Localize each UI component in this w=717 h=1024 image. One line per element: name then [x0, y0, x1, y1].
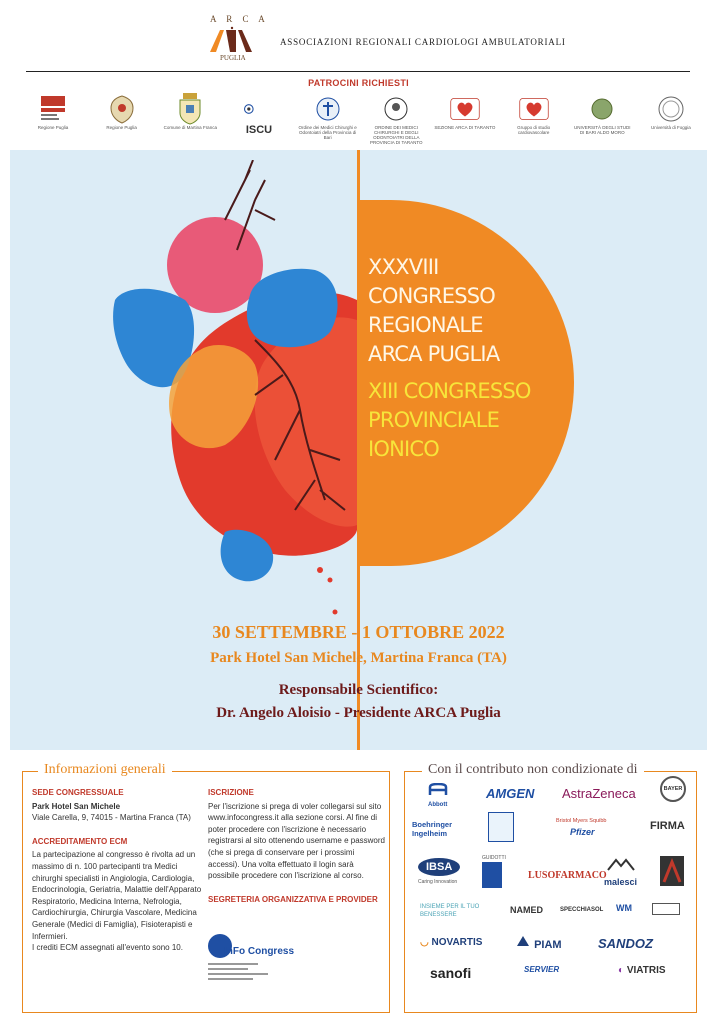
patron-logo: UNIVERSITÀ DEGLI STUDI DI BARI ALDO MORO	[571, 94, 633, 136]
iscu-logo-icon	[244, 94, 274, 124]
congress-title-block	[368, 253, 578, 464]
segreteria-heading: SEGRETERIA ORGANIZZATIVA E PROVIDER	[208, 894, 378, 904]
ecm-heading: ACCREDITAMENTO ECM	[32, 836, 128, 846]
ecm-credits: I crediti ECM assegnati all'evento sono 10.	[32, 943, 183, 953]
wm-logo: WM	[616, 903, 632, 913]
patron-logo: Gruppo di studio cardiovascolare	[503, 94, 565, 136]
bayer-logo: BAYER	[660, 776, 686, 802]
subtitle-line: IONICO	[368, 437, 440, 461]
menarini-logo-icon	[660, 856, 684, 886]
comune-crest-icon	[175, 94, 205, 124]
info-right-column	[208, 787, 386, 907]
abbott-icon	[428, 783, 448, 797]
iscrizione-heading: ISCRIZIONE	[208, 788, 254, 797]
asl-crest-icon	[107, 94, 137, 124]
header-rule	[26, 71, 690, 72]
malesci-logo: malesci	[604, 858, 637, 887]
servier-logo: SERVIER	[524, 965, 560, 974]
insieme-logo: INSIEME PER IL TUO BENESSERE	[420, 904, 480, 918]
infocongress-logo: InFo Congress	[208, 934, 318, 986]
pharma-badge-icon	[488, 812, 514, 842]
subtitle-line: XIII CONGRESSO	[368, 379, 531, 403]
arca-mark-icon	[204, 26, 260, 52]
piam-mark-icon	[515, 934, 531, 948]
sponsors-title: Con il contributo non condizionate di	[422, 762, 644, 778]
patron-logo: Regione Puglia	[22, 94, 84, 131]
patrocini-title: PATROCINI RICHIESTI	[308, 78, 409, 88]
subtitle-line: PROVINCIALE	[368, 408, 500, 432]
patron-logo: ORDINE DEI MEDICI CHIRURGHI E DEGLI ODONTOIATRI DELLA PROVINCIA DI TARANTO	[365, 94, 427, 146]
guidotti-logo: GUIDOTTI	[482, 855, 506, 888]
pfizer-logo: Pfizer	[570, 827, 595, 837]
patron-logo: SEZIONE ARCA DI TARANTO	[434, 94, 496, 131]
piam-logo: PIAM	[515, 934, 562, 951]
viatris-logo: ◐ VIATRIS	[618, 965, 666, 976]
novartis-logo: ◡ NOVARTIS	[420, 937, 483, 948]
patron-logo: Università di Foggia	[640, 94, 702, 131]
specchiasol-logo: SPECCHIASOL	[560, 907, 604, 913]
sanofi-logo: sanofi	[430, 965, 472, 981]
guidotti-mark-icon	[482, 862, 502, 888]
regione-puglia-logo-icon	[38, 94, 68, 124]
patron-logos	[22, 94, 702, 144]
abbott-logo: Abbott	[428, 783, 448, 808]
event-date: 30 SETTEMBRE - 1 OTTOBRE 2022	[212, 622, 505, 642]
responsabile-label: Responsabile Scientifico:	[278, 682, 439, 698]
patron-logo: Regione Puglia	[91, 94, 153, 131]
provider-contact-lines	[208, 961, 318, 983]
patron-logo: Ordine dei Medici Chirurghi e Odontoiatri della Provincia di Bari	[297, 94, 359, 141]
ecm-text: La partecipazione al congresso è rivolta ad un massimo di n. 100 partecipanti tra Medici chirurghi specialisti in Angiologia, Cardiologia, Endocrinologia, Geriatria, Malattie dell'Apparato Respiratorio, Medicina Interna, Nefrologia, Cardiochirurgia, Chirurgia Vascolare, Medicina Generale (Medici di Famiglia), Fisioterapisti e Infermieri.	[32, 850, 202, 941]
info-title: Informazioni generali	[38, 762, 172, 778]
event-venue: Park Hotel San Michele, Martina Franca (TA)	[210, 650, 507, 666]
fd-logo-icon	[652, 903, 680, 915]
heart-logo-icon	[519, 94, 549, 124]
amgen-logo: AMGEN	[486, 786, 535, 801]
title-line: REGIONALE	[368, 313, 483, 337]
arca-puglia-logo: A R C A PUGLIA	[200, 14, 270, 64]
patron-logo: ISCU	[228, 94, 290, 136]
iscrizione-text: Per l'iscrizione si prega di voler collegarsi sul sito www.infocongress.it alla sezione corsi. Al fine di poter procedere con l'iscrizione è necessario registrarsi al sito ottenendo username e password (che si prega di conservare per i prossimi accessi). Una volta effettuato il login sarà possibile procedere con l'iscrizione al corso.	[208, 801, 385, 881]
title-line: ARCA PUGLIA	[368, 342, 500, 366]
uniba-logo-icon	[587, 94, 617, 124]
boehringer-logo: Boehringer Ingelheim	[412, 820, 453, 838]
association-name: ASSOCIAZIONI REGIONALI CARDIOLOGI AMBULATORIALI	[280, 37, 566, 47]
malesci-mark-icon	[606, 858, 636, 872]
sede-name: Park Hotel San Michele	[32, 801, 121, 811]
sede-address: Viale Carella, 9, 74015 - Martina Franca (TA)	[32, 813, 191, 823]
heart-logo-icon	[450, 94, 480, 124]
lusofarmaco-logo: LUSOFARMACO	[528, 870, 607, 881]
patron-logo: Comune di Martina Franca	[159, 94, 221, 131]
sede-heading: SEDE CONGRESSUALE	[32, 788, 124, 797]
responsabile-name: Dr. Angelo Aloisio - Presidente ARCA Puglia	[216, 705, 501, 721]
ordine-taranto-logo-icon	[381, 94, 411, 124]
header	[0, 0, 717, 72]
bms-logo: Bristol Myers Squibb	[556, 818, 607, 824]
sandoz-logo: SANDOZ	[598, 936, 653, 951]
ibsa-logo: IBSA Caring Innovation	[418, 858, 460, 885]
info-left-column	[32, 787, 202, 954]
title-line: CONGRESSO	[368, 284, 496, 308]
heart-illustration	[105, 160, 365, 620]
title-line: XXXVIII	[368, 255, 439, 279]
firma-logo: FIRMA	[650, 820, 685, 832]
named-logo: NAMED	[510, 905, 543, 915]
ordine-bari-logo-icon	[313, 94, 343, 124]
unifg-seal-icon	[656, 94, 686, 124]
astrazeneca-logo: AstraZeneca	[562, 786, 636, 801]
